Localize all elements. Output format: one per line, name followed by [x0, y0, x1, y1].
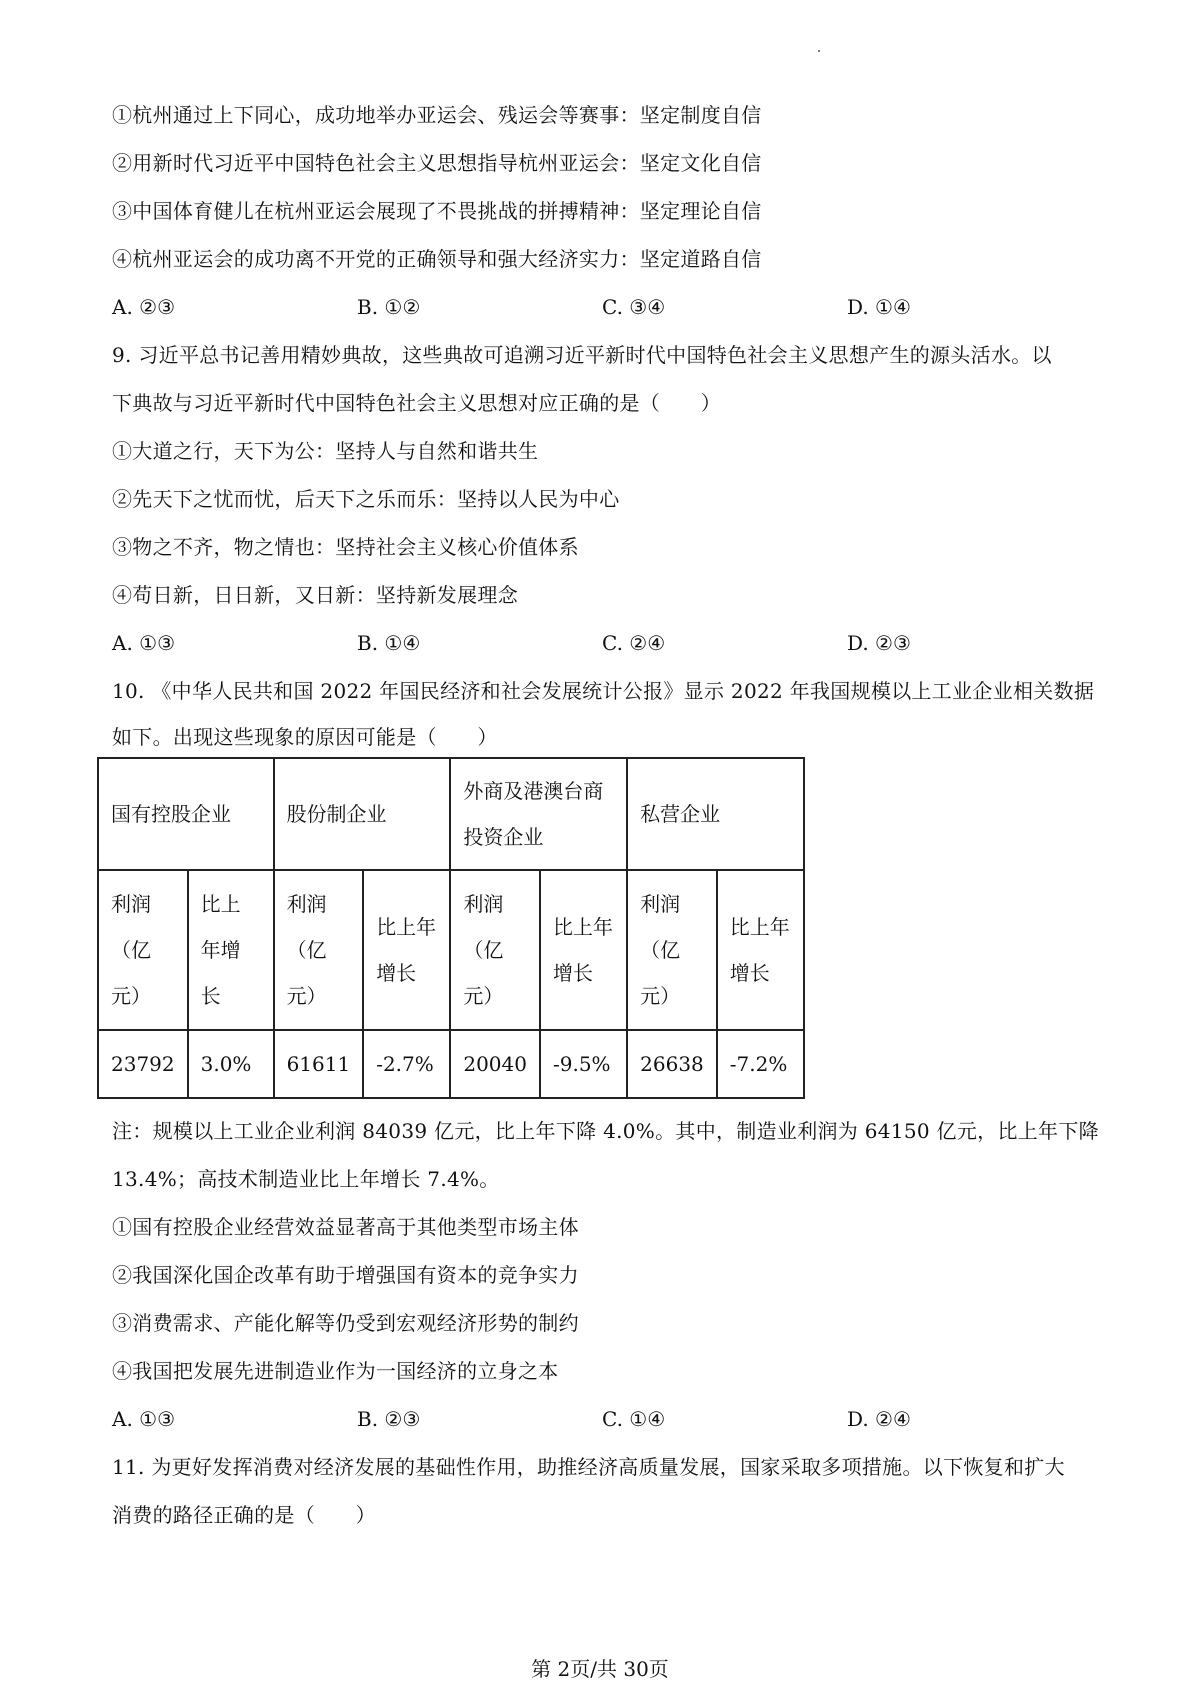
- q9-option-d[interactable]: D. ②③: [847, 631, 911, 655]
- table-cell: -9.5%: [540, 1030, 627, 1098]
- q8-item-1: ①杭州通过上下同心，成功地举办亚运会、残运会等赛事：坚定制度自信: [112, 103, 762, 127]
- page-number-footer: 第 2页/共 30页: [531, 1657, 669, 1681]
- q10-stem-line-2: 如下。出现这些现象的原因可能是（ ）: [112, 725, 498, 749]
- table-cell: 3.0%: [188, 1030, 274, 1098]
- table-subheader: 比上年增长: [188, 870, 274, 1030]
- scan-dot: [818, 50, 820, 52]
- table-cell: -2.7%: [363, 1030, 450, 1098]
- table-group-header: 股份制企业: [274, 758, 451, 870]
- q10-note-line-1: 注：规模以上工业企业利润 84039 亿元，比上年下降 4.0%。其中，制造业利润为 64150 亿元，比上年下降: [112, 1119, 1099, 1143]
- q9-stem-line-2: 下典故与习近平新时代中国特色社会主义思想对应正确的是（ ）: [112, 391, 721, 415]
- table-subheader: 利润（亿元）: [274, 870, 364, 1030]
- table-cell: 26638: [627, 1030, 717, 1098]
- table-row: [98, 1030, 804, 1098]
- q10-options: [112, 1405, 1012, 1433]
- q9-item-3: ③物之不齐，物之情也：坚持社会主义核心价值体系: [112, 535, 579, 559]
- q8-option-c[interactable]: C. ③④: [602, 295, 666, 319]
- q8-item-4: ④杭州亚运会的成功离不开党的正确领导和强大经济实力：坚定道路自信: [112, 247, 762, 271]
- q10-option-a[interactable]: A. ①③: [112, 1407, 176, 1431]
- table-group-header: 外商及港澳台商投资企业: [450, 758, 627, 870]
- q10-item-4: ④我国把发展先进制造业作为一国经济的立身之本: [112, 1359, 559, 1383]
- q9-option-b[interactable]: B. ①④: [357, 631, 421, 655]
- q9-option-a[interactable]: A. ①③: [112, 631, 176, 655]
- q8-options: [112, 293, 1012, 321]
- q10-option-c[interactable]: C. ①④: [602, 1407, 666, 1431]
- table-header-row: [98, 758, 804, 870]
- table-subheader: 利润（亿元）: [98, 870, 188, 1030]
- q10-note-line-2: 13.4%；高技术制造业比上年增长 7.4%。: [112, 1167, 500, 1191]
- q9-item-1: ①大道之行，天下为公：坚持人与自然和谐共生: [112, 439, 539, 463]
- q8-option-b[interactable]: B. ①②: [357, 295, 421, 319]
- table-subheader: 利润（亿元）: [450, 870, 540, 1030]
- q9-option-c[interactable]: C. ②④: [602, 631, 666, 655]
- table-subheader-row: [98, 870, 804, 1030]
- q8-option-a[interactable]: A. ②③: [112, 295, 176, 319]
- table-subheader: 比上年增长: [540, 870, 627, 1030]
- q9-options: [112, 629, 1012, 657]
- profit-table: [97, 757, 805, 1099]
- q8-item-3: ③中国体育健儿在杭州亚运会展现了不畏挑战的拼搏精神：坚定理论自信: [112, 199, 762, 223]
- q10-item-1: ①国有控股企业经营效益显著高于其他类型市场主体: [112, 1215, 579, 1239]
- table-group-header: 私营企业: [627, 758, 804, 870]
- table-subheader: 比上年增长: [717, 870, 804, 1030]
- q11-stem-line-1: 11. 为更好发挥消费对经济发展的基础性作用，助推经济高质量发展，国家采取多项措施。以下恢复和扩大: [112, 1455, 1065, 1479]
- q10-option-d[interactable]: D. ②④: [847, 1407, 911, 1431]
- q10-item-3: ③消费需求、产能化解等仍受到宏观经济形势的制约: [112, 1311, 579, 1335]
- table-cell: 20040: [450, 1030, 540, 1098]
- q8-option-d[interactable]: D. ①④: [847, 295, 911, 319]
- table-cell: 61611: [274, 1030, 364, 1098]
- q9-item-4: ④苟日新，日日新，又日新：坚持新发展理念: [112, 583, 518, 607]
- table-subheader: 利润（亿元）: [627, 870, 717, 1030]
- q10-stem-line-1: 10. 《中华人民共和国 2022 年国民经济和社会发展统计公报》显示 2022 年我国规模以上工业企业相关数据: [112, 679, 1095, 703]
- table-subheader: 比上年增长: [363, 870, 450, 1030]
- table-cell: 23792: [98, 1030, 188, 1098]
- q10-item-2: ②我国深化国企改革有助于增强国有资本的竞争实力: [112, 1263, 579, 1287]
- q8-item-2: ②用新时代习近平中国特色社会主义思想指导杭州亚运会：坚定文化自信: [112, 151, 762, 175]
- q11-stem-line-2: 消费的路径正确的是（ ）: [112, 1503, 376, 1527]
- table-group-header: 国有控股企业: [98, 758, 274, 870]
- q9-item-2: ②先天下之忧而忧，后天下之乐而乐：坚持以人民为中心: [112, 487, 620, 511]
- q9-stem-line-1: 9. 习近平总书记善用精妙典故，这些典故可追溯习近平新时代中国特色社会主义思想产生的源头活水。以: [112, 343, 1052, 367]
- table-cell: -7.2%: [717, 1030, 804, 1098]
- q10-option-b[interactable]: B. ②③: [357, 1407, 421, 1431]
